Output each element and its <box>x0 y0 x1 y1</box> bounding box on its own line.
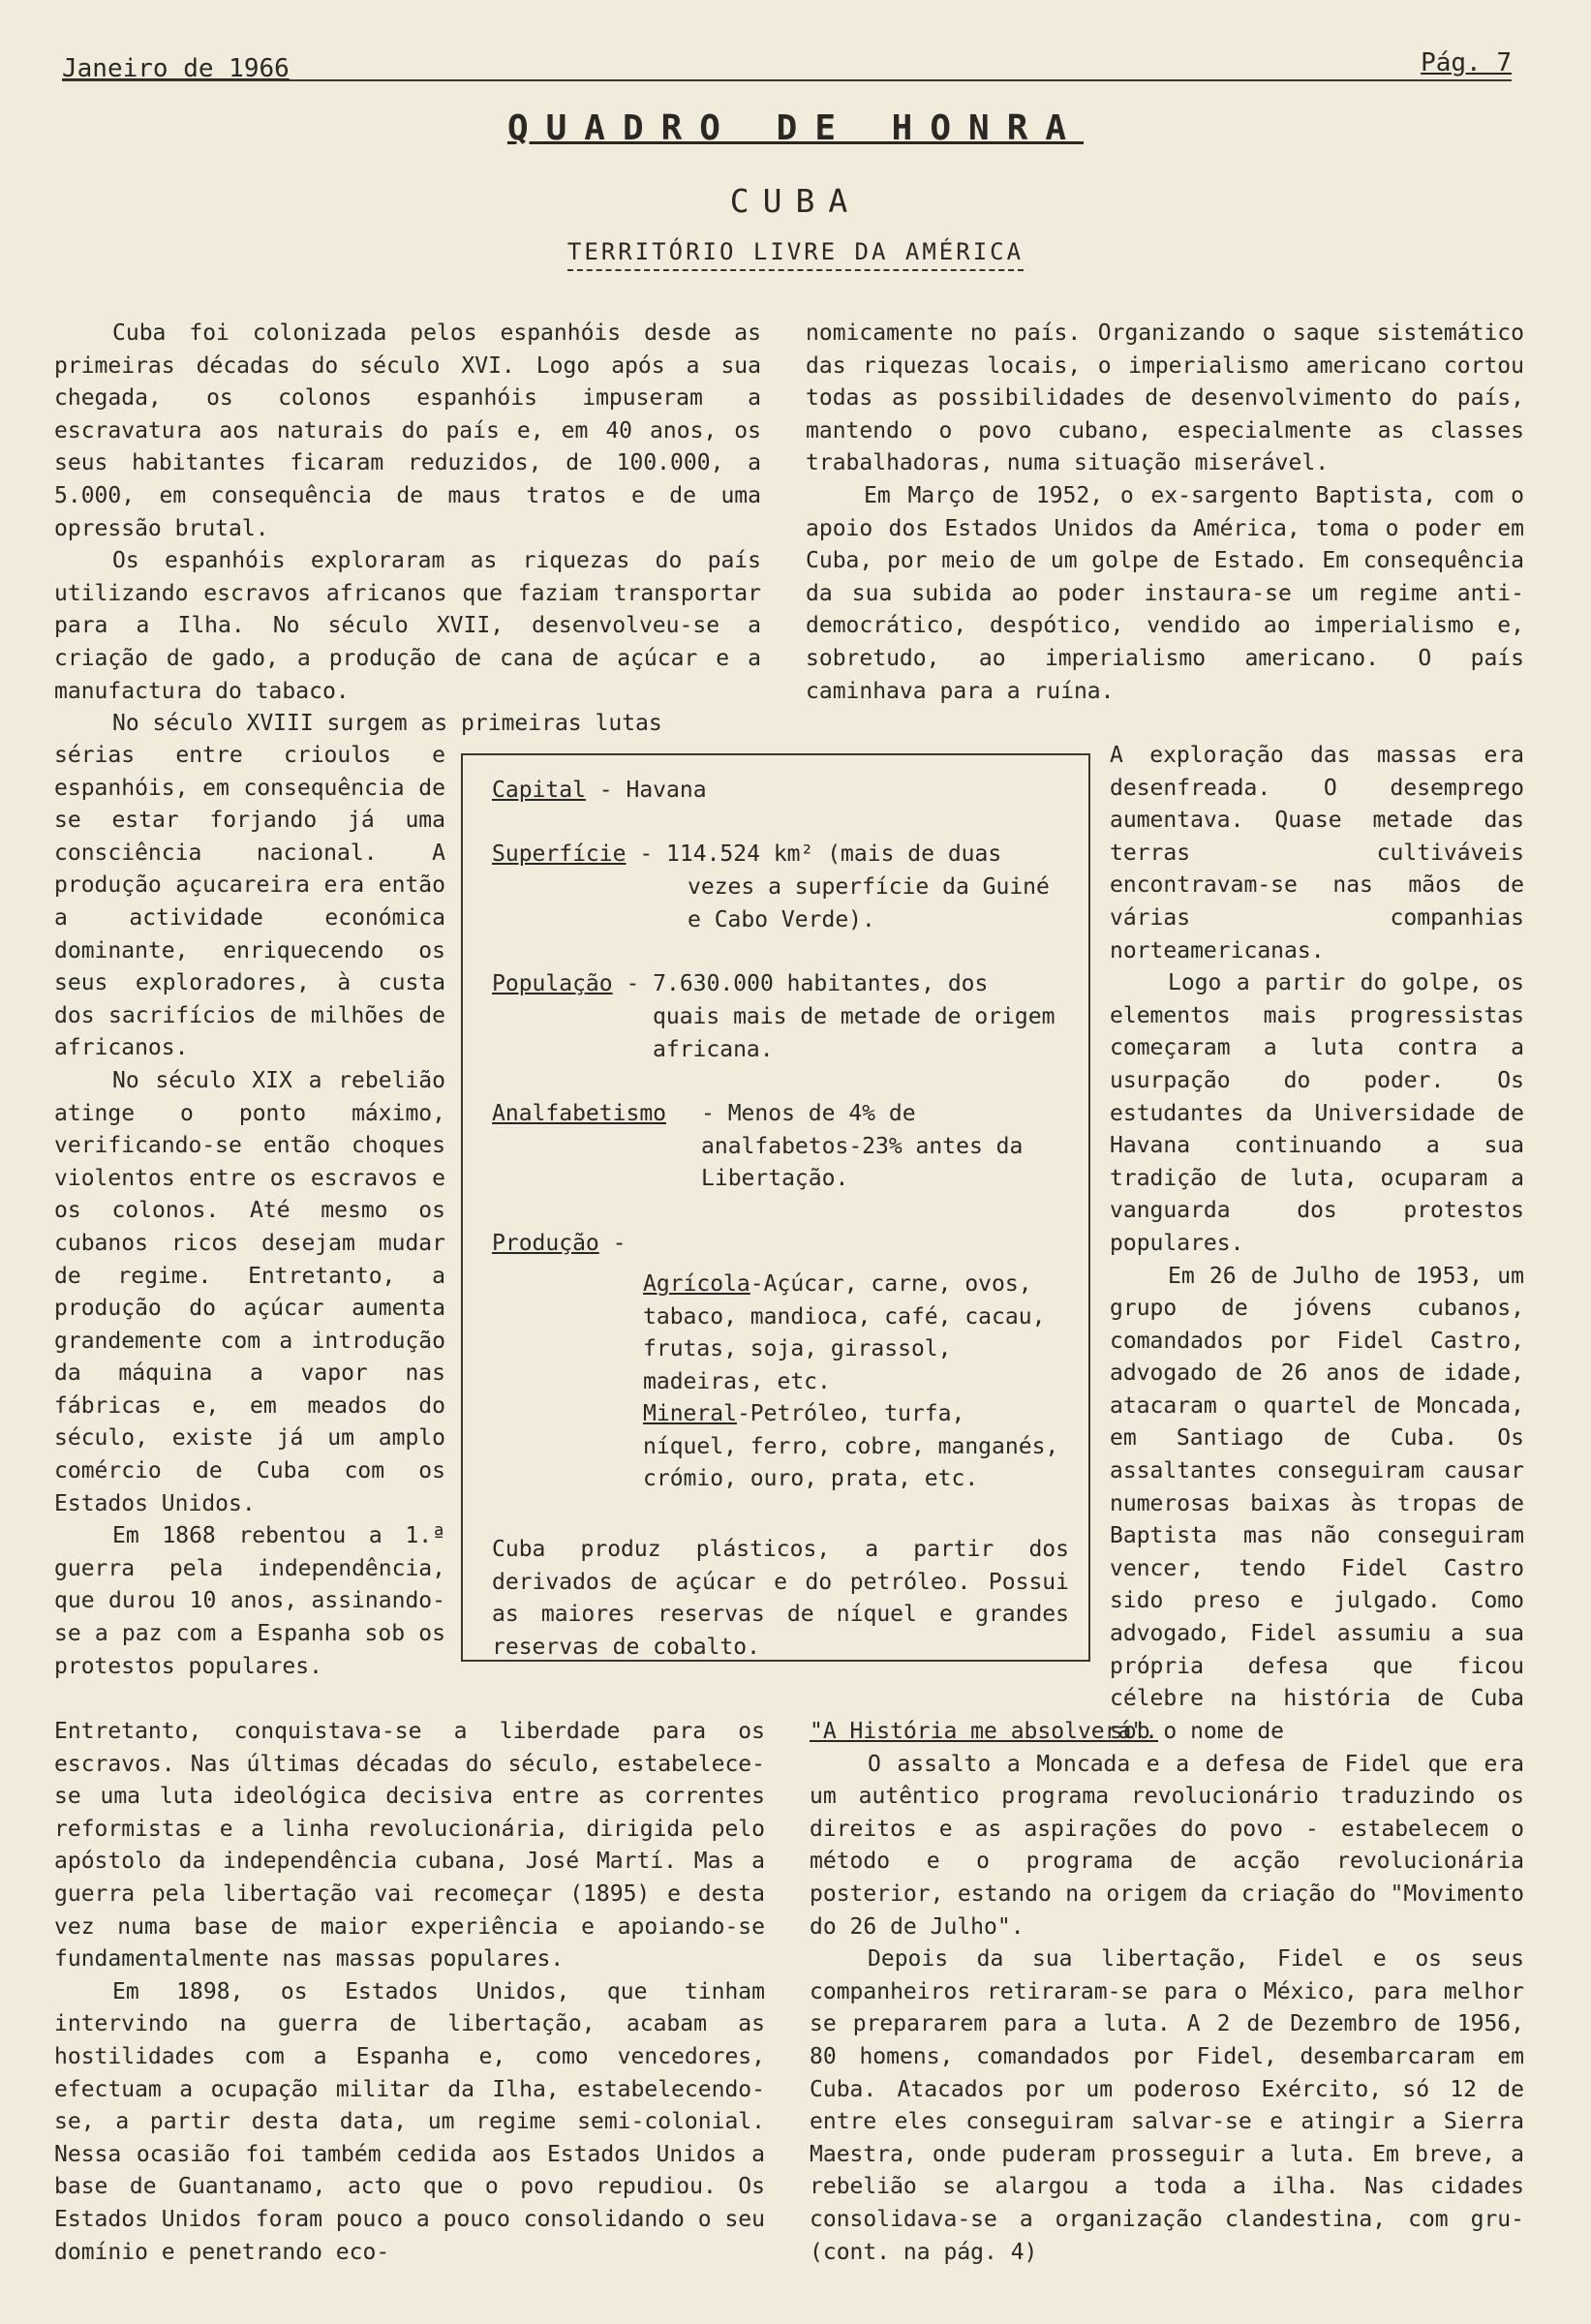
paragraph: Em 1898, os Estados Unidos, que tinham intervindo na guerra de libertação, acabam as hostilidades com a Espanha e, como vencedores, efectuam a ocupação militar da Ilha, estabelecendo-se, a partir desta data, um regime semi-colonial. Nessa ocasião foi também cedida aos Estados Unidos a base de Guantanamo, acto que o povo repudiou. Os Estados Unidos foram pouco a pouco consolidando o seu domínio e penetrando eco- <box>54 1978 765 2265</box>
fact-label: Capital <box>492 778 586 803</box>
fact-population <box>492 968 1069 1001</box>
fact-label: População <box>492 971 613 996</box>
fact-label: Produção <box>492 1231 599 1256</box>
fact-area <box>492 839 1069 872</box>
fact-production <box>492 1228 1069 1261</box>
fact-agriculture <box>643 1269 1069 1398</box>
fact-note: vezes a superfície da Guiné e Cabo Verde). <box>688 874 1050 933</box>
fact-capital <box>492 775 1069 808</box>
tagline-text: TERRITÓRIO LIVRE DA AMÉRICA <box>567 238 1024 271</box>
right-column-top <box>806 318 1524 708</box>
fact-label: Mineral <box>643 1401 737 1426</box>
fact-label: Analfabetismo <box>492 1101 667 1126</box>
paragraph: A exploração das massas era desenfreada. O desemprego aumentava. Quase metade das terras cultiváveis encontravam-se nas mãos de várias companhias norteamericanas. <box>1110 743 1524 963</box>
fact-box <box>461 753 1090 1662</box>
right-column-middle <box>1110 740 1524 1748</box>
left-column-top <box>54 318 761 741</box>
fact-note: quais mais de metade de origem africana. <box>653 1004 1056 1062</box>
right-column-bottom <box>810 1716 1524 2269</box>
fact-value: -Açúcar, carne, ovos, tabaco, mandioca, café, cacau, frutas, soja, girassol, madeiras, etc. <box>643 1271 1046 1394</box>
fact-value: -Petróleo, turfa, níquel, ferro, cobre, manganés, crómio, ouro, prata, etc. <box>643 1401 1059 1492</box>
section-quote-title: "A História me absolverá". <box>810 1719 1159 1744</box>
tagline <box>0 238 1591 265</box>
paragraph: No século XIX a rebelião atinge o ponto máximo, verificando-se então choques violentos entre os escravos e os colonos. Até mesmo os cubanos ricos desejam mudar de regime. Entretanto, a produção do açúcar aumenta grandemente com a introdução da máquina a vapor nas fábricas e, em meados do século, existe já um amplo comércio de Cuba com os Estados Unidos. <box>54 1067 445 1516</box>
paragraph: nomicamente no país. Organizando o saque sistemático das riquezas locais, o imperialismo americano cortou todas as possibilidades de desenvolvimento do país, mantendo o povo cubano, especialmente as classes trabalhadoras, numa situação miserável. <box>806 321 1524 476</box>
paragraph: Logo a partir do golpe, os elementos mais progressistas começaram a luta contra a usurpação do poder. Os estudantes da Universidade de Havana continuando a sua tradição de luta, ocuparam a vanguarda dos protestos populares. <box>1110 970 1524 1256</box>
date-header: Janeiro de 1966 <box>62 54 290 83</box>
paragraph: Cuba foi colonizada pelos espanhóis desde as primeiras décadas do século XVI. Logo após a sua chegada, os colonos espanhóis impuseram a escravatura aos naturais do país e, em 40 anos, os seus habitantes ficaram reduzidos, de 100.000, a 5.000, em consequência de maus tratos e de uma opressão brutal. <box>54 321 761 541</box>
fact-value: - <box>612 1231 627 1256</box>
paragraph: Depois da sua libertação, Fidel e os seus companheiros retiraram-se para o México, para melhor se prepararem para a luta. A 2 de Dezembro de 1956, 80 homens, comandados por Fidel, desembarcaram em Cuba. Atacados por um poderoso Exército, só 12 de entre eles conseguiram salvar-se e atingir a Sierra Maestra, onde puderam prosseguir a luta. Em breve, a rebelião se alargou a toda a ilha. Nas cidades consolidava-se a organização clandestina, com gru- (cont. na pág. 4) <box>810 1946 1524 2265</box>
paragraph: Em 26 de Julho de 1953, um grupo de jóvens cubanos, comandados por Fidel Castro, advogado de 26 anos de idade, atacaram o quartel de Moncada, em Santiago de Cuba. Os assaltantes conseguiram causar numerosas baixas às tropas de Baptista mas não conseguiram vencer, tendo Fidel Castro sido preso e julgado. Como advogado, Fidel assumiu a sua própria defesa que ficou célebre na história de Cuba sob o nome de <box>1110 1263 1524 1744</box>
paragraph: No século XVIII surgem as primeiras lutas <box>112 711 662 737</box>
fact-value: - Menos de 4% de analfabetos-23% antes da Libertação. <box>701 1101 1024 1192</box>
paragraph: Em Março de 1952, o ex-sargento Baptista, com o apoio dos Estados Unidos da América, toma o poder em Cuba, por meio de um golpe de Estado. Em consequência da sua subida ao poder instaura-se um regime anti-democrático, despótico, vendido ao imperialismo e, sobretudo, ao imperialismo americano. O país caminhava para a ruína. <box>806 482 1524 704</box>
page-title <box>0 108 1591 148</box>
page-title-text: QUADRO DE HONRA <box>506 108 1085 148</box>
paragraph: Em 1868 rebentou a 1.ª guerra pela independência, que durou 10 anos, assinando-se a paz com a Espanha sob os protestos populares. <box>54 1523 445 1679</box>
left-column-bottom <box>54 1716 765 2269</box>
fact-footer: Cuba produz plásticos, a partir dos derivados de açúcar e do petróleo. Possui as maiores reservas de níquel e grandes reservas de cobalto. <box>492 1537 1069 1660</box>
paragraph: O assalto a Moncada e a defesa de Fidel que era um autêntico programa revolucionário traduzindo os direitos e as aspirações do povo - estabelecem o método e o programa de acção revolucionária posterior, estando na origem da criação do "Movimento do 26 de Julho". <box>810 1751 1524 1940</box>
fact-label: Agrícola <box>643 1271 750 1297</box>
fact-value: - 7.630.000 habitantes, dos <box>626 971 989 996</box>
paragraph: sérias entre crioulos e espanhóis, em consequência de se estar forjando já uma consciência nacional. A produção açucareira era então a actividade económica dominante, enriquecendo os seus exploradores, à custa dos sacrifícios de milhões de africanos. <box>54 743 445 1061</box>
header-rule <box>62 79 1512 81</box>
page-number: Pág. 7 <box>1421 48 1512 77</box>
fact-value: - Havana <box>598 778 707 803</box>
fact-label: Superfície <box>492 841 627 867</box>
fact-value: - 114.524 km² (mais de duas <box>639 841 1002 867</box>
left-column-middle <box>54 740 445 1683</box>
subtitle: CUBA <box>729 182 862 220</box>
paragraph: Os espanhóis exploraram as riquezas do país utilizando escravos africanos que faziam transportar para a Ilha. No século XVII, desenvolveu-se a criação de gado, a produção de cana de açúcar e a manufactura do tabaco. <box>54 548 761 704</box>
paragraph: Entretanto, conquistava-se a liberdade para os escravos. Nas últimas décadas do século, estabelece-se uma luta ideológica decisiva entre as correntes reformistas e a linha revolucionária, dirigida pelo apóstolo da independência cubana, José Martí. Mas a guerra pela libertação vai recomeçar (1895) e desta vez numa base de maior experiência e apoiando-se fundamentalmente nas massas populares. <box>54 1719 765 1972</box>
fact-mineral <box>643 1398 1069 1496</box>
